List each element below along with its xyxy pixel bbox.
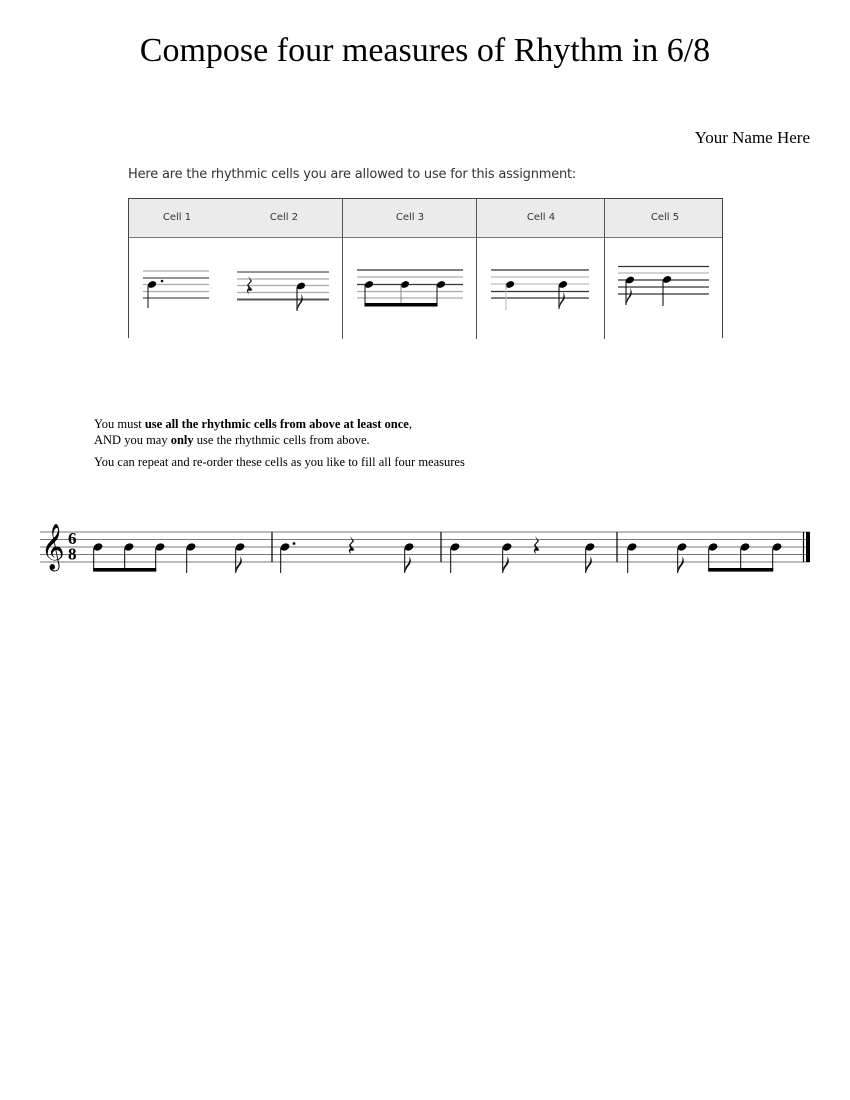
cell-2-staff xyxy=(237,272,329,311)
cells-intro-text: Here are the rhythmic cells you are allowed to use for this assignment: xyxy=(128,167,577,182)
quarter-rest xyxy=(349,536,355,554)
augmentation-dot xyxy=(161,280,164,283)
instruction-text: , xyxy=(408,417,412,431)
time-sig-denominator: 8 xyxy=(68,544,77,564)
beam xyxy=(708,568,773,572)
instruction-text: AND you may xyxy=(94,433,171,447)
treble-clef-icon: 𝄞 xyxy=(41,524,65,570)
cell-5-staff xyxy=(618,267,709,307)
quarter-rest xyxy=(534,536,540,554)
beam xyxy=(93,568,156,572)
instruction-emphasis: only xyxy=(170,433,194,447)
cell-4-label: Cell 4 xyxy=(526,212,556,223)
cell-5-label: Cell 5 xyxy=(650,212,680,223)
instruction-line-1 xyxy=(94,416,465,432)
cell-1-label: Cell 1 xyxy=(162,212,192,223)
beam xyxy=(365,303,438,307)
cell-3-staff xyxy=(357,270,463,307)
cell-2-label: Cell 2 xyxy=(269,212,299,223)
augmentation-dot xyxy=(293,542,296,545)
instruction-line-2 xyxy=(94,432,465,448)
cell-4-staff xyxy=(491,270,589,310)
instruction-emphasis: use all the rhythmic cells from above at least once xyxy=(144,417,409,431)
cell-3-label: Cell 3 xyxy=(395,212,425,223)
assignment-instructions xyxy=(94,416,465,470)
cell-1-staff xyxy=(143,271,209,308)
instruction-line-3: You can repeat and re-order these cells as you like to fill all four measures xyxy=(94,455,465,469)
page-title: Compose four measures of Rhythm in 6/8 xyxy=(139,32,711,69)
instruction-text: You must xyxy=(94,417,145,431)
composer-name: Your Name Here xyxy=(694,128,810,147)
cells-notation xyxy=(0,0,850,400)
instruction-text: use the rhythmic cells from above. xyxy=(193,433,370,447)
score-staff xyxy=(0,510,850,590)
eighth-flag xyxy=(297,294,303,311)
time-sig-numerator: 6 xyxy=(68,529,77,548)
